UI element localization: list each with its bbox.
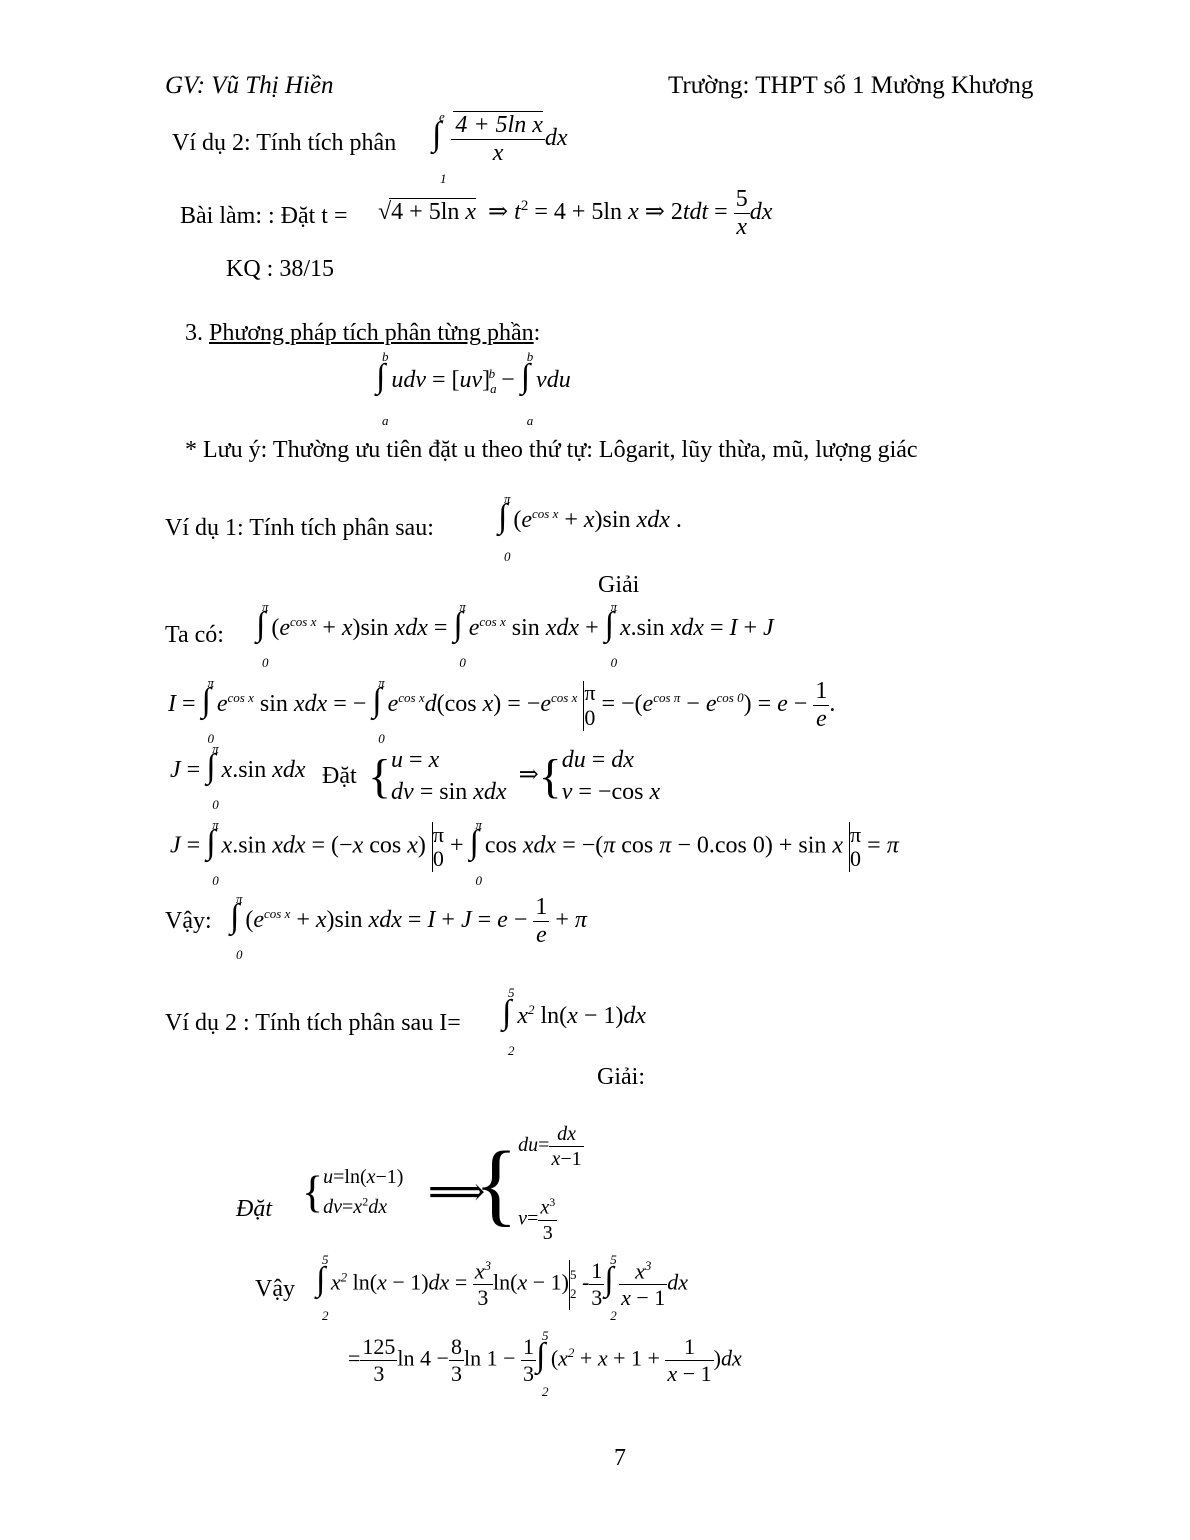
example2-sub-integral: ∫ e 1 $\frac{\text{4 + 5ln x}}{x}$ dx [432,109,568,187]
example2-step-expand: = $\frac{125}{3}$ ln 4 − $\frac{8}{3}$ ln 1 − $\frac{1}{3}$ ∫ 5 2 ($x^2 + x + 1$ + $\frac{1}{x - 1}$ )dx [348,1327,742,1399]
example1-ta-co: Ta có: [165,622,224,648]
school-name: Trường: THPT số 1 Mường Khương [668,72,1034,99]
example2-dat: Đặt [236,1196,272,1222]
example1-label: Ví dụ 1: Tính tích phân sau: [165,515,434,541]
page-number: 7 [614,1445,626,1471]
author-name: GV: Vũ Thị Hiền [165,72,334,99]
example2-sub-solution-label: Bài làm: : Đặt t = [180,203,348,229]
example1-step-split: ∫ π 0 $(e^{cos x} + x)\sin$ xdx = ∫ π 0 $e^{cos x}$ sin xdx + ∫ π 0 x.sin xdx = I + J [256,599,774,670]
example2-sub-result: KQ : 38/15 [226,256,334,282]
section3-note: * Lưu ý: Thường ưu tiên đặt u theo thứ tự: Lôgarit, lũy thừa, mũ, lượng giác [185,437,918,463]
section3-heading [185,320,540,347]
example1-vay: Vậy: [165,908,212,934]
implies-arrow: ⟹ [428,1169,486,1214]
example2-step-parts: ∫ 5 2 $x^2$ ln(x − 1)dx = $\frac{x^3}{3}$ ln(x − 1)5 2 - $\frac{1}{3}$ ∫ 5 2 $\frac{x^3}{x - 1}$ dx [316,1251,689,1323]
example2-integral: ∫ 5 2 $x^2$ ln(x − 1)dx [502,985,646,1058]
example2-solution-heading: Giải: [597,1064,645,1090]
section3-colon: : [533,320,541,346]
example1-step-J: J = ∫ π 0 x.sin xdx [170,741,306,812]
section3-title: Phương pháp tích phân từng phần [209,320,534,346]
example2-label: Ví dụ 2 : Tính tích phân sau I= [165,1010,461,1036]
example2-sub-substitution: √4 + 5ln x ⇒ $t^2 = 4 + 5\ln$ x ⇒ 2tdt = $\frac{5}{x}$ dx [378,186,773,240]
example2-uv-choice: {u=ln(x−1) $dv=x^2dx$ [302,1166,404,1218]
example2-vay: Vậy [255,1276,295,1302]
example1-final: ∫ π 0 $(e^{cos x} + x)\sin$ xdx = I + J = e − $\frac{1}{e}$ + π [230,891,587,963]
example1-step-I: I = ∫ π 0 $e^{cos x}$ sin xdx = − ∫ π 0 $e^{cos x}d(\cos$ $x) = -e^{cos x}$ π $0 = -(e^{cos \pi} - e^{cos 0}) = e$ − $\frac{1}{e}$ . [168,675,836,747]
example1-solution-heading: Giải [598,572,640,598]
example1-uv-choice: {u = x dv = sin xdx ⇒{du = dx v = −cos x [368,747,661,806]
example1-integral: ∫ π 0 $(e^{cos x} + x)\sin$ xdx . [498,491,682,564]
example1-step-J-result: J = ∫ π 0 x.sin xdx = (−x cos x) π 0 + ∫ π 0 cos xdx = −(π cos π − 0.cos 0) + sin x π 0 = π [170,816,899,888]
example1-dat: Đặt [322,763,357,789]
integration-by-parts-formula: ∫ b a udv = $[uv]_a^b$ − ∫ b a vdu [376,349,571,428]
example2-du-v: {du= $\frac{dx}{x-1}$ v= $\frac{x^3}{3}$ [474,1123,582,1244]
section3-number: 3. [185,320,203,346]
example2-sub-label: Ví dụ 2: Tính tích phân [172,130,397,156]
